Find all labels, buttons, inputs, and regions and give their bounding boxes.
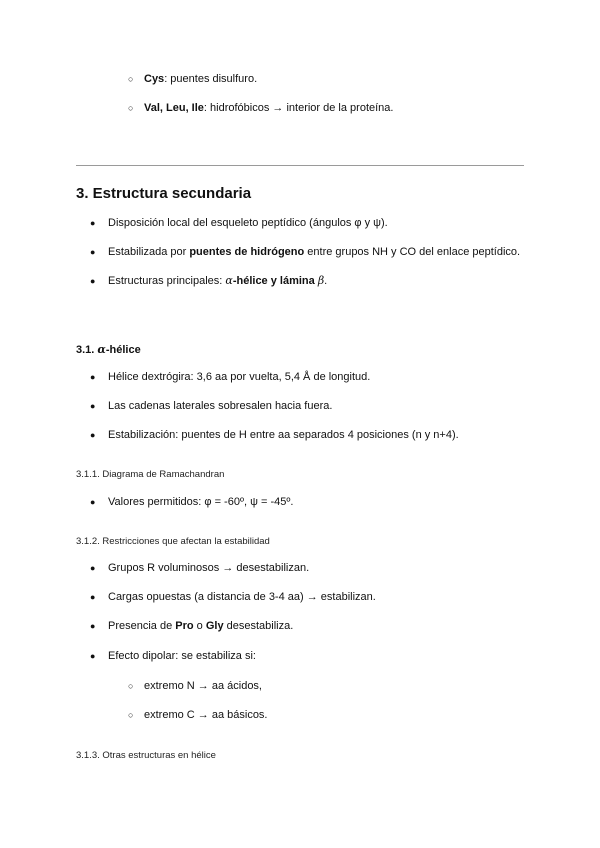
list-item-bold: Val, Leu, Ile <box>144 102 204 114</box>
filled-bullet-icon: ● <box>90 372 96 382</box>
hollow-bullet-icon: ○ <box>128 103 134 113</box>
sub-list-item: extremo N → aa ácidos, <box>144 680 262 692</box>
list-item: Estabilización: puentes de H entre aa separados 4 posiciones (n y n+4). <box>108 429 459 441</box>
filled-bullet-icon: ● <box>90 651 96 661</box>
filled-bullet-icon: ● <box>90 497 96 507</box>
list-item: Hélice dextrógira: 3,6 aa por vuelta, 5,4 Å de longitud. <box>108 371 371 383</box>
subsection-heading <box>76 343 141 357</box>
hollow-bullet-icon: ○ <box>128 74 134 84</box>
filled-bullet-icon: ● <box>90 218 96 228</box>
sub-list-item: extremo C → aa básicos. <box>144 709 268 721</box>
heading-number: 3.1. <box>76 344 98 356</box>
list-item: Grupos R voluminosos → desestabilizan. <box>108 562 310 574</box>
filled-bullet-icon: ● <box>90 276 96 286</box>
bold-span: Pro <box>175 620 194 632</box>
heading-text: -hélice <box>105 344 141 356</box>
subsubsection-heading: 3.1.3. Otras estructuras en hélice <box>76 750 216 761</box>
text-span: Presencia de <box>108 620 176 632</box>
filled-bullet-icon: ● <box>90 563 96 573</box>
text-span: o <box>193 620 206 632</box>
math-alpha: α <box>97 343 106 356</box>
list-item-bold: Cys <box>144 73 165 85</box>
list-item-text: : puentes disulfuro. <box>164 73 258 85</box>
list-item: Cargas opuestas (a distancia de 3-4 aa) → estabilizan. <box>108 591 376 603</box>
math-beta: β <box>317 274 325 287</box>
list-item <box>144 101 393 115</box>
list-item: Las cadenas laterales sobresalen hacia fuera. <box>108 400 333 412</box>
list-item <box>108 619 293 633</box>
text-span: Estabilizada por <box>108 246 190 258</box>
list-item: Efecto dipolar: se estabiliza si: <box>108 650 256 662</box>
list-item: Disposición local del esqueleto peptídico (ángulos φ y ψ). <box>108 217 388 229</box>
hollow-bullet-icon: ○ <box>128 681 134 691</box>
filled-bullet-icon: ● <box>90 247 96 257</box>
filled-bullet-icon: ● <box>90 430 96 440</box>
hollow-bullet-icon: ○ <box>128 710 134 720</box>
text-span: . <box>324 275 328 287</box>
bold-span: puentes de hidrógeno <box>189 246 305 258</box>
filled-bullet-icon: ● <box>90 592 96 602</box>
subsubsection-heading: 3.1.2. Restricciones que afectan la estabilidad <box>76 536 270 547</box>
filled-bullet-icon: ● <box>90 621 96 631</box>
text-span: Estructuras principales: <box>108 275 226 287</box>
text-span: desestabiliza. <box>223 620 294 632</box>
filled-bullet-icon: ● <box>90 401 96 411</box>
list-item-text: : hidrofóbicos → interior de la proteína. <box>203 102 394 114</box>
subsubsection-heading: 3.1.1. Diagrama de Ramachandran <box>76 469 225 480</box>
section-heading: 3. Estructura secundaria <box>76 185 252 202</box>
list-item: Valores permitidos: φ = -60º, ψ = -45º. <box>108 496 294 508</box>
math-alpha: α <box>225 274 233 287</box>
text-span: entre grupos NH y CO del enlace peptídico. <box>304 246 521 258</box>
list-item <box>108 274 327 288</box>
list-item <box>144 72 257 86</box>
bold-span: Gly <box>205 620 224 632</box>
list-item <box>108 245 520 259</box>
bold-span: -hélice y lámina <box>232 275 318 287</box>
horizontal-divider <box>76 165 524 166</box>
